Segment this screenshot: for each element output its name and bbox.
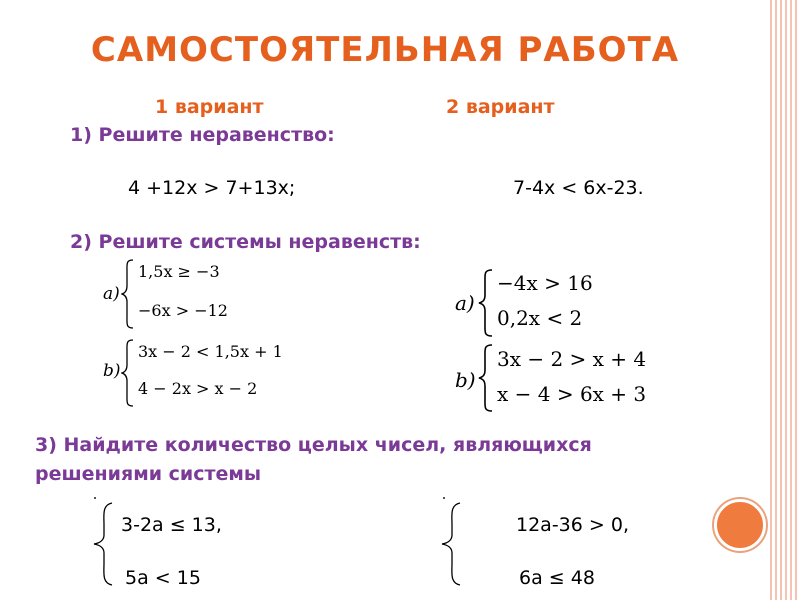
task2-right-b-label: b) — [455, 368, 476, 392]
variant-2-label: 2 вариант — [446, 96, 555, 118]
task2-left-a-line2: −6x > −12 — [138, 301, 228, 320]
task3-right-line2: 6a ≤ 48 — [519, 567, 595, 589]
brace-icon — [121, 338, 135, 408]
task1-right-inequality: 7-4x < 6x-23. — [513, 177, 644, 199]
task2-heading: 2) Решите системы неравенств: — [70, 231, 421, 253]
brace-icon — [121, 258, 135, 330]
task3-left-line2: 5a < 15 — [125, 567, 201, 589]
task1-heading: 1) Решите неравенство: — [70, 124, 335, 146]
task2-left-a-line1: 1,5x ≥ −3 — [138, 262, 220, 281]
task2-right-b-line2: x − 4 > 6x + 3 — [497, 382, 647, 406]
task2-left-b-label: b) — [103, 361, 121, 381]
task2-right-a-line2: 0,2x < 2 — [497, 306, 583, 330]
brace-icon — [92, 501, 116, 587]
task1-left-inequality: 4 +12x > 7+13x; — [128, 177, 296, 199]
brace-icon — [440, 501, 464, 587]
task2-left-b-line2: 4 − 2x > x − 2 — [138, 379, 258, 398]
decorative-stripes — [770, 0, 800, 600]
task3-right-line1: 12a-36 > 0, — [516, 514, 629, 536]
decorative-dot — [94, 497, 96, 499]
task3-heading-line1: 3) Найдите количество целых чисел, являющихся — [35, 434, 592, 456]
task2-right-a-label: a) — [455, 291, 475, 315]
task2-left-a-label: a) — [103, 284, 120, 304]
task3-heading-line2: решениями системы — [35, 463, 262, 485]
brace-icon — [478, 268, 494, 338]
task3-left-line1: 3-2a ≤ 13, — [121, 514, 222, 536]
task2-right-a-line1: −4x > 16 — [497, 271, 593, 295]
decorative-circle — [714, 499, 766, 551]
task2-right-b-line1: 3x − 2 > x + 4 — [497, 347, 647, 371]
slide-title: САМОСТОЯТЕЛЬНАЯ РАБОТА — [90, 30, 680, 70]
task2-left-b-line1: 3x − 2 < 1,5x + 1 — [138, 342, 283, 361]
decorative-dot — [443, 497, 445, 499]
variant-1-label: 1 вариант — [155, 96, 264, 118]
brace-icon — [478, 343, 494, 413]
